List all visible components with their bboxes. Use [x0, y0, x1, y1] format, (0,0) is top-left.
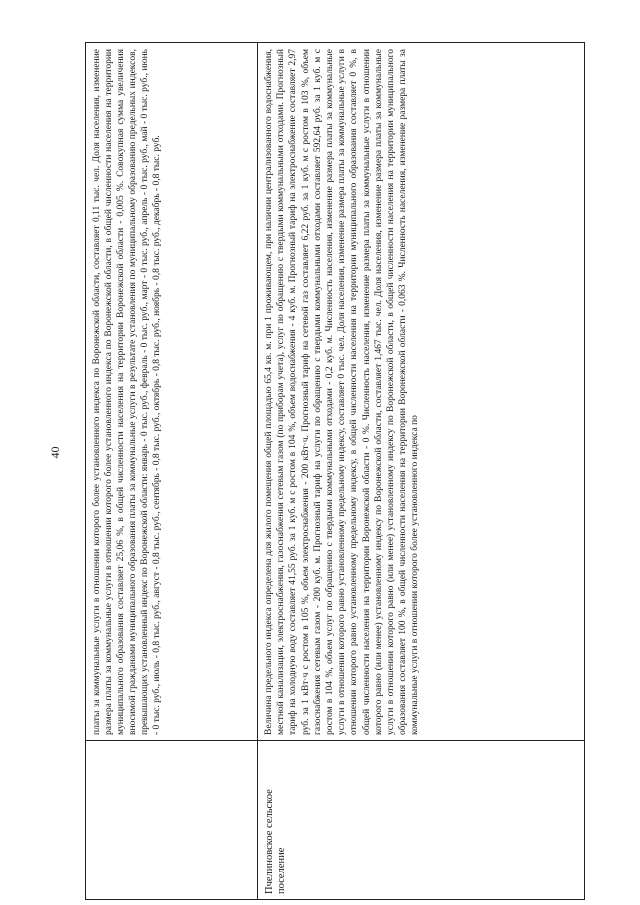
column-divider	[86, 740, 257, 741]
description-text: Величина предельного индекса определена для жилого помещения общей площадью 65,4 кв. м. при 1 проживающем, при наличии централизованного водоснабжения, местной канализации, электроснабжения, газоснабжения сетевым газом (по приборам учета), услуг по обращению с твердыми коммунальными отходами. Прогнозный тариф на холодную воду составляет 41,55 руб. за 1 куб. м с ростом в 104 %, объем водоснабжения - 4 куб. м. Прогнозный тариф на электроснабжение составляет 2,97 руб. за 1 кВт·ч с ростом в 105 %, объем электроснабжения - 200 кВт·ч. Прогнозный тариф на сетевой газ составляет 6,22 руб. за 1 куб. м с ростом в 103 %, объем газоснабжения сетевым газом - 200 куб. м. Прогнозный тариф на услуги по обращению с твердыми коммунальными отходами составляет 592,64 руб. за 1 куб. м с ростом в 104 %, объем услуг по обращению с твердыми коммунальными отходами - 0,2 куб. м. Численность населения, изменение размера платы за коммунальные услуги в отношении которого равно установленному предельному индексу, составляет 0 тыс. чел. Доля населения, изменение размера платы за коммунальные услуги в отношении которого равно установленному предельному индексу, в общей численности населения на территории муниципального образования составляет 0 %, в общей численности населения на территории Воронежской области - 0 %. Численность населения, изменение размера платы за коммунальные услуги в отношении которого равно (или менее) установленному индексу по Воронежской области, составляет 1,467 тыс. чел. Доля населения, изменение размера платы за коммунальные услуги в отношении которого равно (или менее) установленному индексу по Воронежской области, в общей численности населения на территории муниципального образования составляет 100 %, в общей численности населения на территории Воронежской области - 0,063 %. Численность населения, изменение размера платы за коммунальные услуги в отношении которого более установленного индекса по	[264, 49, 421, 735]
description-text: платы за коммунальные услуги в отношении которого более установленного индекса по Воронежской области, составляет 0,11 тыс. чел. Доля населения, изменение размера платы за коммунальные услуги в отношении которого более установленного индекса по Воронежской области, в общей численности населения на территории муниципального образования составляет 25,06 %, в общей численности населения на территории Воронежской области - 0,005 %. Совокупная сумма увеличения вносимой гражданами муниципального образования платы за коммунальные услуги в результате установления по муниципальному образованию предельных индексов, превышающих установленный индекс по Воронежской области: январь - 0 тыс. руб., февраль - 0 тыс. руб., март - 0 тыс. руб., апрель - 0 тыс. руб., май - 0 тыс. руб., июнь - 0 тыс. руб., июль - 0,8 тыс. руб., август - 0,8 тыс. руб., сентябрь - 0,8 тыс. руб., октябрь - 0,8 тыс. руб., ноябрь - 0,8 тыс. руб., декабрь - 0,8 тыс. руб.	[92, 49, 163, 735]
page-number: 40	[48, 446, 62, 459]
description-cell	[263, 49, 422, 735]
tariff-table	[85, 42, 585, 900]
table-row	[258, 43, 584, 899]
settlement-name-cell: Пчелиновское сельское поселение	[264, 789, 287, 894]
column-divider	[258, 740, 584, 741]
table-row	[86, 43, 258, 899]
description-cell	[91, 49, 164, 735]
